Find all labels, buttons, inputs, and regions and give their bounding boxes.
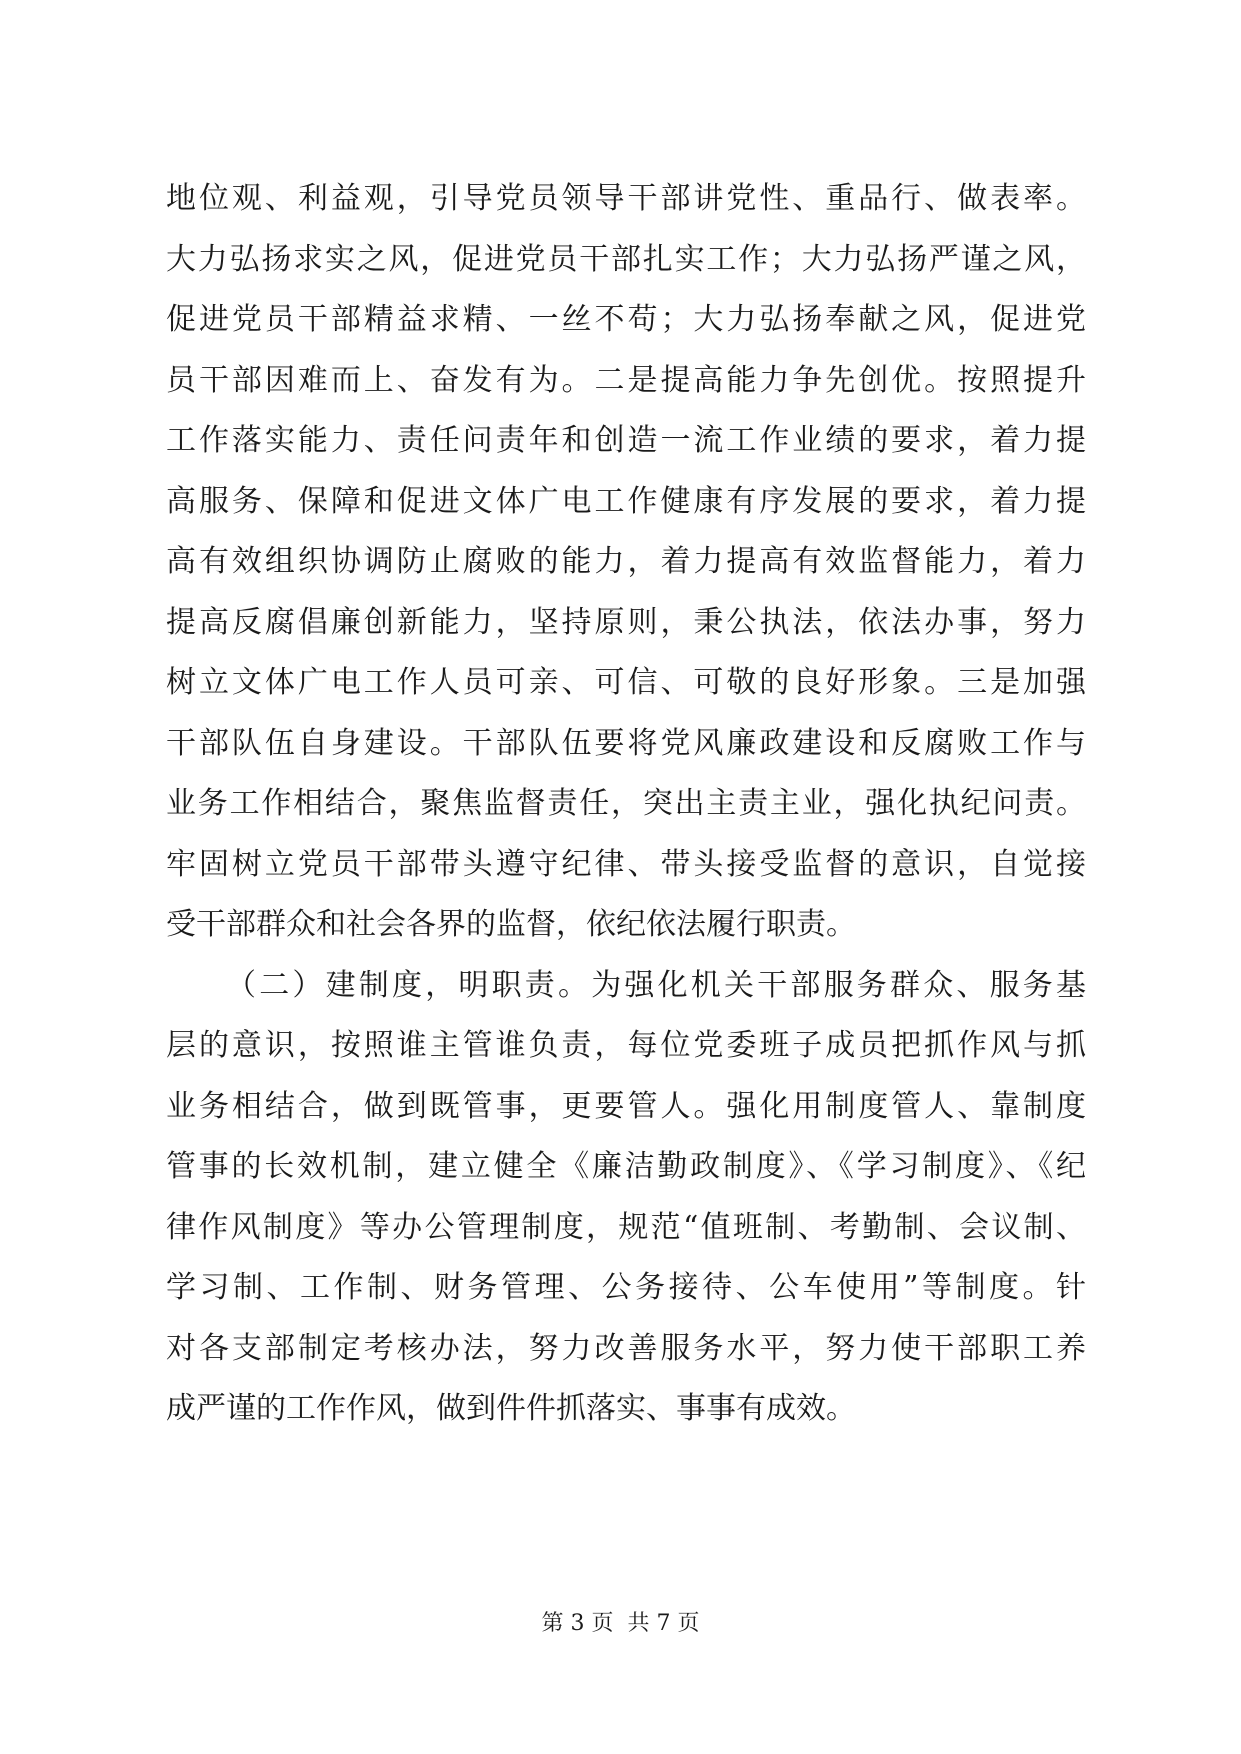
text-line: 大力弘扬求实之风，促进党员干部扎实工作；大力弘扬严谨之风， — [166, 241, 1086, 277]
text-line: 高服务、保障和促进文体广电工作健康有序发展的要求，着力提 — [166, 483, 1086, 519]
text-line: 牢固树立党员干部带头遵守纪律、带头接受监督的意识，自觉接 — [166, 846, 1086, 882]
text-line: 工作落实能力、责任问责年和创造一流工作业绩的要求，着力提 — [166, 423, 1086, 458]
text-line: 层的意识，按照谁主管谁负责，每位党委班子成员把抓作风与抓 — [166, 1028, 1086, 1063]
text-line: 促进党员干部精益求精、一丝不苟；大力弘扬奉献之风，促进党 — [166, 302, 1086, 337]
text-line: 管事的长效机制，建立健全《廉洁勤政制度》、《学习制度》、《纪 — [166, 1149, 1086, 1184]
text-line: 员干部因难而上、奋发有为。二是提高能力争先创优。按照提升 — [166, 362, 1086, 398]
text-line: 受干部群众和社会各界的监督，依纪依法履行职责。 — [166, 907, 856, 942]
text-line: 业务工作相结合，聚焦监督责任，突出主责主业，强化执纪问责。 — [166, 786, 1086, 821]
text-line: 树立文体广电工作人员可亲、可信、可敬的良好形象。三是加强 — [166, 665, 1086, 700]
text-line: 干部队伍自身建设。干部队伍要将党风廉政建设和反腐败工作与 — [166, 725, 1086, 761]
paragraph-2 — [166, 956, 1086, 1440]
text-line: 对各支部制定考核办法，努力改善服务水平，努力使干部职工养 — [166, 1330, 1086, 1366]
text-line: 高有效组织协调防止腐败的能力，着力提高有效监督能力，着力 — [166, 544, 1086, 579]
page-number: 第 3 页 共 7 页 — [541, 1611, 700, 1636]
text-line: 提高反腐倡廉创新能力，坚持原则，秉公执法，依法办事，努力 — [166, 604, 1086, 640]
text-line: （二）建制度，明职责。为强化机关干部服务群众、服务基 — [226, 967, 1086, 1003]
paragraph-1 — [166, 169, 1086, 956]
text-line: 地位观、利益观，引导党员领导干部讲党性、重品行、做表率。 — [166, 181, 1086, 216]
text-line: 业务相结合，做到既管事，更要管人。强化用制度管人、靠制度 — [166, 1088, 1086, 1124]
body-text — [166, 169, 1086, 1440]
text-line: 律作风制度》等办公管理制度，规范“值班制、考勤制、会议制、 — [166, 1209, 1086, 1245]
page-footer — [0, 1609, 1241, 1639]
text-line: 成严谨的工作作风，做到件件抓落实、事事有成效。 — [166, 1391, 856, 1426]
text-line: 学习制、工作制、财务管理、公务接待、公车使用”等制度。针 — [166, 1270, 1086, 1305]
